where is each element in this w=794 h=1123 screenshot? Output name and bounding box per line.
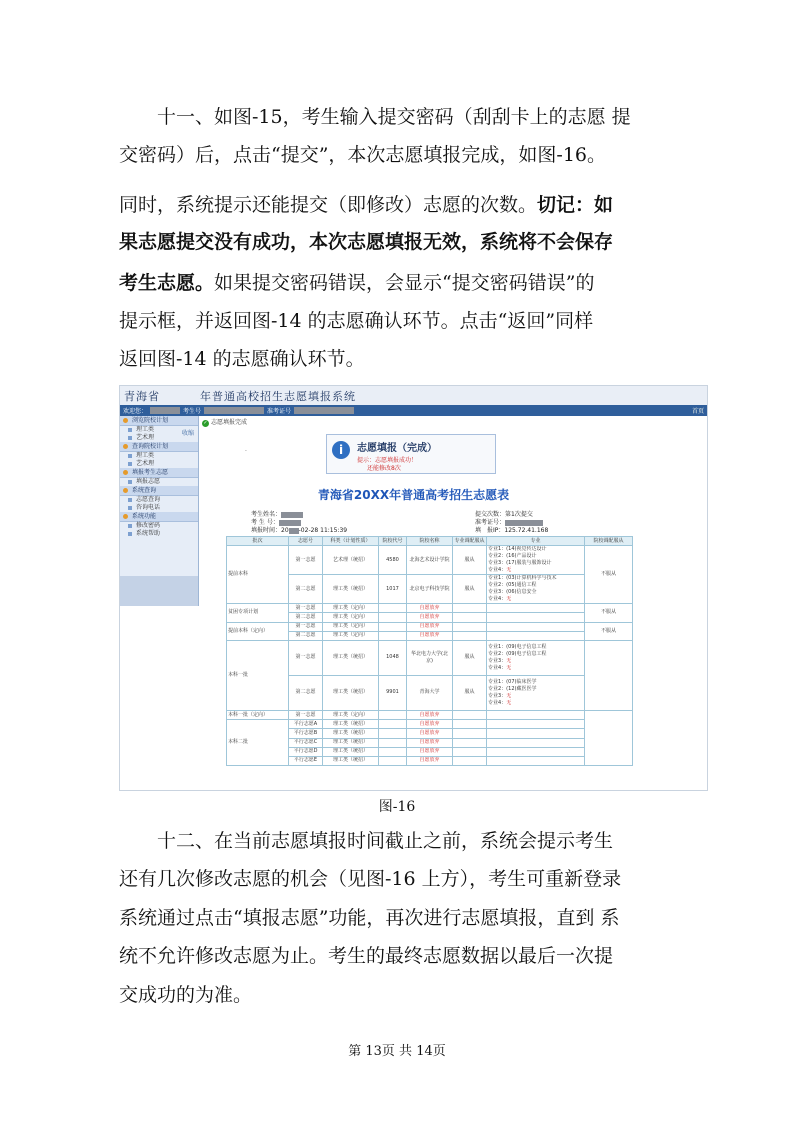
table-row: 本科一批 第一志愿 理工类（统招） 1048 华北电力大学(北京) 服从 专业1：(09)电子信息工程 专业2：(09)电子信息工程 专业3：无 专业4：无 (227, 640, 633, 675)
sidebar-item[interactable]: 艺术理 (120, 434, 198, 442)
home-link[interactable]: 首页 (691, 408, 704, 415)
table-row: 第二志愿 理工类（定向） 自愿放弃 (227, 613, 633, 622)
sidebar-header[interactable]: 系统功能 (120, 512, 198, 522)
application-table (226, 536, 633, 766)
welcome-label: 欢迎您： (123, 408, 148, 415)
sidebar-item[interactable]: 填报志愿 (120, 478, 198, 486)
paragraph-line: 考生志愿。如果提交密码错误，会显示“提交密码错误”的 (119, 272, 595, 294)
sidebar-item[interactable]: 系统帮助 (120, 530, 198, 538)
sidebar-item[interactable]: 艺术理 (120, 460, 198, 468)
paragraph-line: 交密码）后，点击“提交”，本次志愿填报完成，如图-16。 (119, 144, 607, 166)
info-admission: 准考证号： (475, 517, 543, 526)
province-title: 青海省 (124, 389, 160, 403)
system-title: 年普通高校招生志愿填报系统 (200, 389, 356, 403)
sidebar-item[interactable]: 志愿查询 (120, 496, 198, 504)
sidebar-header[interactable]: 浏览院校计划 (120, 416, 198, 426)
figure-caption: 图-16 (378, 799, 416, 815)
page-footer: 第 13页 共 14页 (348, 1044, 446, 1059)
warning-text: 果志愿提交没有成功，本次志愿填报无效，系统将不会保存 (119, 231, 614, 253)
redacted-admission-number (294, 407, 354, 414)
top-nav (120, 405, 707, 416)
table-row: 贫困专项计划 第一志愿 理工类（定向） 自愿放弃 不服从 (227, 604, 633, 613)
paragraph-line: 交成功的为准。 (119, 984, 253, 1006)
notice-line: 提示：志愿填报成功！ (357, 457, 418, 464)
info-ip: 填 报IP：125.72.41.168 (475, 527, 549, 534)
warning-text: 考生志愿。 (119, 272, 215, 294)
sidebar-item[interactable]: 理工类 (120, 452, 198, 460)
paragraph-line: 十一、如图-15，考生输入提交密码（刮刮卡上的志愿 提 (157, 106, 631, 128)
table-row: 第二志愿 理工类（统招） 1017 北京电子科技学院 服从 专业1：(03)计算机科学与技术 专业2：(05)通信工程 专业3：(06)信息安全 专业4：无 (227, 575, 633, 604)
paragraph-line: 还有几次修改志愿的机会（见图-16 上方），考生可重新登录 (119, 868, 622, 890)
notice-line: 还能修改8次 (367, 465, 401, 472)
breadcrumb: ✓ 志愿填报完成 (202, 417, 247, 427)
paragraph-line: 十二、在当前志愿填报时间截止之前，系统会提示考生 (157, 830, 614, 852)
table-row: 提前本科 第一志愿 艺术理（统招） 4580 北海艺术设计学院 服从 专业1：(14)视觉传达设计 专业2：(16)产品设计 专业3：(17)服装与服饰设计 专业4：无 不服从 (227, 546, 633, 575)
decorative-dots: · (245, 448, 247, 455)
table-header-row: 批次 志愿号 科类（计划性质） 院校代号 院校名称 专业调配服从 专业 院校调配服从 (227, 537, 633, 546)
form-title: 青海省20XX年普通高考招生志愿表 (317, 488, 510, 502)
table-row: 第二志愿 理工类（统招） 9901 青海大学 服从 专业1：(07)临床医学 专业2：(12)藏医医学 专业3：无 专业4：无 (227, 675, 633, 710)
examinee-number-label: 考生号 (183, 408, 202, 415)
sidebar-header[interactable]: 系统查询 (120, 486, 198, 496)
paragraph-line: 同时，系统提示还能提交（即修改）志愿的次数。切记：如 (119, 194, 614, 216)
redacted-name (150, 407, 180, 414)
table-row: 平行志愿E 理工类（统招） 自愿放弃 (227, 756, 633, 765)
sidebar (120, 416, 199, 606)
paragraph-line (119, 223, 685, 261)
sidebar-item[interactable]: 理工类 (120, 426, 198, 434)
admission-number-label: 准考证号 (267, 408, 292, 415)
info-id: 考 生 号： (251, 517, 301, 526)
info-count: 提交次数：第1次提交 (475, 511, 533, 518)
info-time: 填报时间：20 -02-28 11:15:39 (251, 527, 348, 534)
system-title-bar (120, 386, 707, 405)
sidebar-item[interactable]: 修改密码 (120, 522, 198, 530)
table-row: 第二志愿 理工类（定向） 自愿放弃 (227, 631, 633, 640)
completion-notice (326, 434, 496, 474)
figure-16-screenshot (119, 385, 708, 791)
info-name: 考生姓名： (251, 509, 303, 518)
paragraph-line: 系统通过点击“填报志愿”功能，再次进行志愿填报，直到 系 (119, 907, 620, 929)
collapse-link[interactable]: 收缩 (181, 430, 194, 437)
paragraph-line: 统不允许修改志愿为止。考生的最终志愿数据以最后一次提 (119, 945, 614, 967)
sidebar-item[interactable]: 咨询电话 (120, 504, 198, 512)
redacted-examinee-number (204, 407, 264, 414)
notice-title: 志愿填报（完成） (357, 443, 437, 454)
sidebar-header[interactable]: 填报考生志愿 (120, 468, 198, 478)
table-row: 提前本科（定向） 第一志愿 理工类（定向） 自愿放弃 不服从 (227, 622, 633, 631)
table-row: 本科二批 平行志愿A 理工类（统招） 自愿放弃 (227, 720, 633, 729)
info-icon: i (332, 441, 350, 459)
table-row: 平行志愿C 理工类（统招） 自愿放弃 (227, 738, 633, 747)
table-row: 平行志愿D 理工类（统招） 自愿放弃 (227, 747, 633, 756)
paragraph-line: 提示框，并返回图-14 的志愿确认环节。点击“返回”同样 (119, 310, 594, 332)
table-row: 本科一批（定向） 第一志愿 理工类（定向） 自愿放弃 (227, 710, 633, 719)
table-row: 平行志愿B 理工类（统招） 自愿放弃 (227, 729, 633, 738)
sidebar-header[interactable]: 查询院校计划 (120, 442, 198, 452)
paragraph-line: 返回图-14 的志愿确认环节。 (119, 348, 365, 370)
warning-text: 切记：如 (537, 194, 614, 216)
